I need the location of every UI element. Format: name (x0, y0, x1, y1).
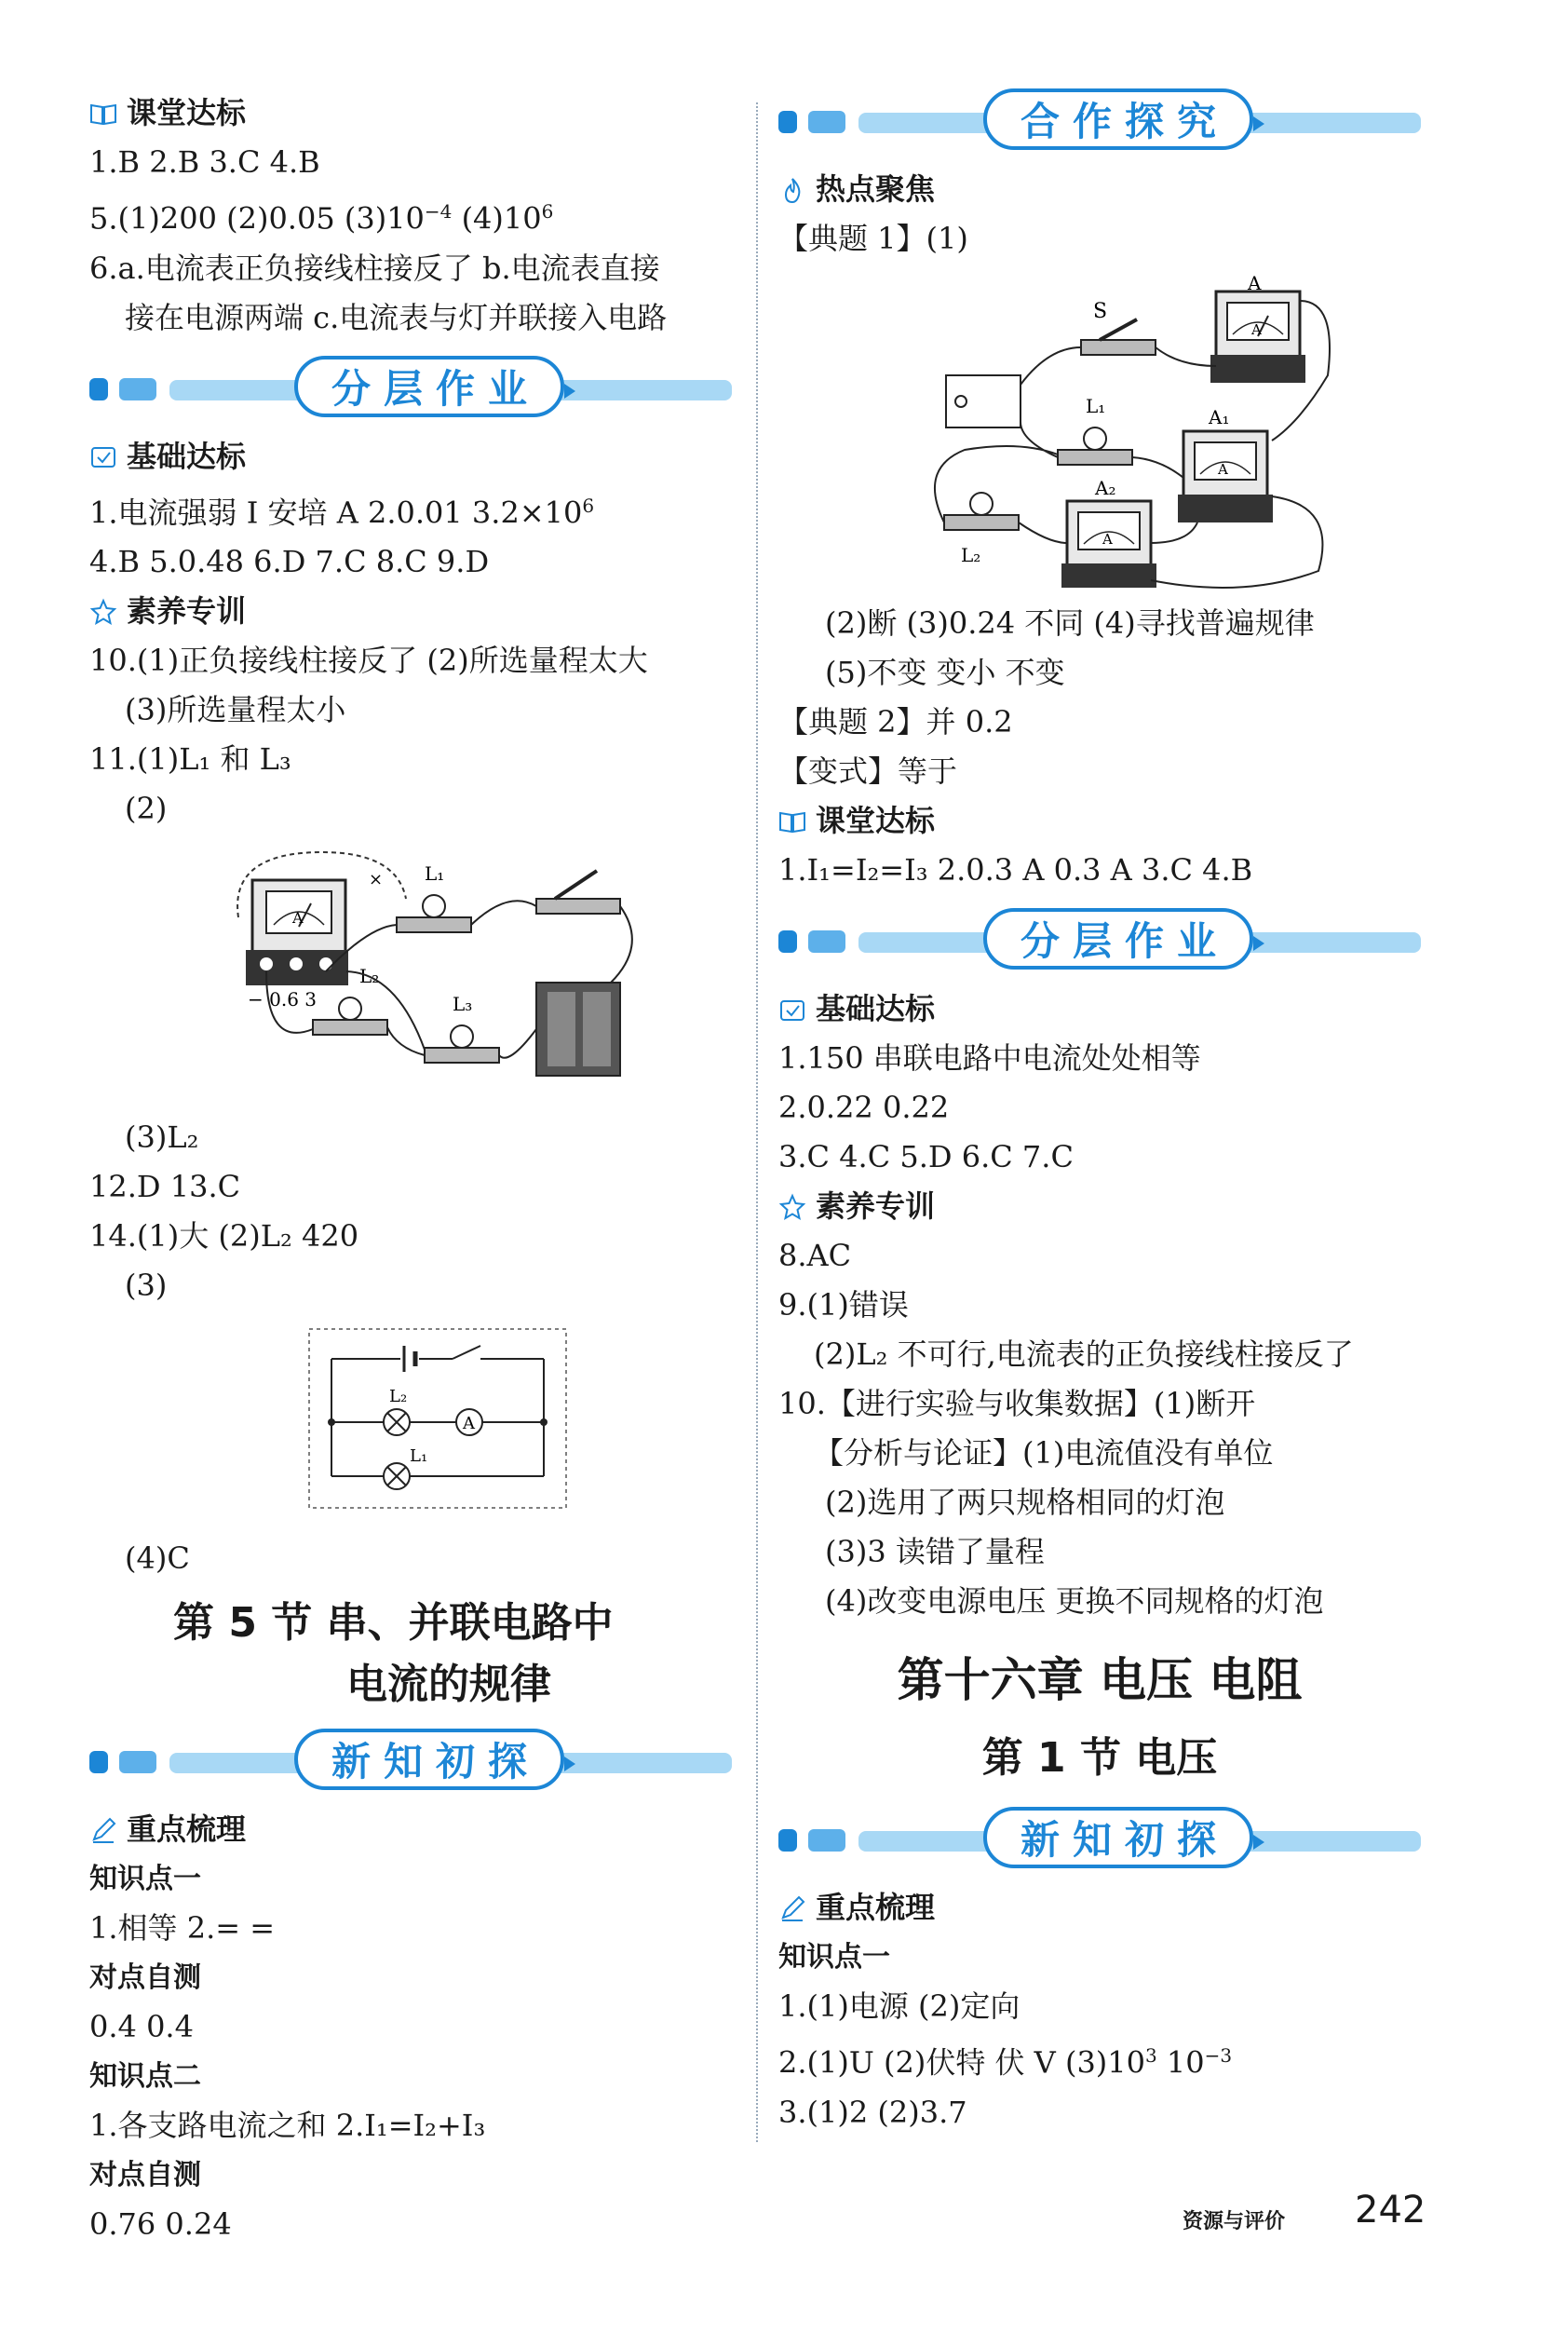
answer-line: (4)改变电源电压 更换不同规格的灯泡 (825, 1583, 1324, 1619)
answer-line: 12.D 13.C (89, 1169, 241, 1205)
answer-line: 4.B 5.0.48 6.D 7.C 8.C 9.D (89, 544, 490, 580)
knowledge-point-label: 知识点二 (89, 2060, 201, 2094)
svg-text:A: A (463, 1414, 475, 1434)
heading-ketang: 课堂达标 (778, 796, 1421, 846)
svg-text:L₃: L₃ (453, 993, 473, 1016)
pencil-icon (778, 1894, 806, 1922)
section-banner: 新知初探 (89, 1729, 732, 1794)
heading-suyang: 素养专训 (89, 587, 732, 636)
column-divider (756, 102, 758, 2142)
answer-line: 10.【进行实验与收集数据】(1)断开 (778, 1386, 1256, 1421)
svg-text:A: A (1218, 461, 1228, 478)
section-title: 第 5 节 串、并联电路中 (173, 1599, 614, 1648)
knowledge-point-label: 知识点一 (89, 1863, 201, 1896)
answer-line: 0.4 0.4 (89, 2009, 194, 2045)
footer-label: 资源与评价 (1183, 2210, 1286, 2233)
circuit-figure-parallel (778, 264, 1421, 599)
section-banner: 分层作业 (778, 908, 1421, 973)
answer-line: 6.a.电流表正负接线柱接反了 b.电流表直接 (89, 250, 660, 286)
pencil-icon (89, 1816, 117, 1844)
answer-line: 1.(1)电源 (2)定向 (778, 1988, 1021, 2024)
answer-line: 1.150 串联电路中电流处处相等 (778, 1040, 1201, 1076)
answer-line: 1.电流强弱 I 安培 A 2.0.01 $3.2\times 10^6$ (89, 494, 595, 531)
check-icon (89, 442, 117, 470)
schematic-drawing (89, 1310, 732, 1534)
svg-text:A: A (292, 909, 304, 928)
answer-line: 3.(1)2 (2)3.7 (778, 2094, 967, 2130)
answer-line: (3)L₂ (125, 1119, 199, 1156)
star-icon (89, 598, 117, 626)
answer-line: 1.相等 2.= = (89, 1910, 276, 1947)
svg-text:L₂: L₂ (961, 544, 981, 566)
answer-line: 1.各支路电流之和 2.I₁=I₂+I₃ (89, 2108, 486, 2144)
book-icon (89, 100, 117, 128)
svg-text:A: A (1251, 321, 1262, 338)
answer-line: 2.0.22 0.22 (778, 1090, 950, 1125)
knowledge-point-label: 知识点一 (778, 1941, 890, 1974)
heading-ketang: 课堂达标 (89, 88, 732, 138)
flame-icon (778, 176, 806, 204)
svg-text:S: S (1093, 300, 1108, 323)
svg-text:− 0.6 3: − 0.6 3 (248, 988, 318, 1011)
answer-line: 9.(1)错误 (778, 1287, 909, 1323)
answer-line: 11.(1)L₁ 和 L₃ (89, 741, 291, 778)
circuit-figure-physical (89, 834, 732, 1113)
svg-text:A: A (1248, 272, 1262, 294)
answer-line: 8.AC (778, 1238, 852, 1273)
svg-text:L₁: L₁ (410, 1446, 428, 1467)
heading-suyang: 素养专训 (778, 1182, 1421, 1231)
heading-redian: 热点聚焦 (778, 165, 1421, 214)
star-icon (778, 1193, 806, 1221)
section-title: 第 1 节 电压 (981, 1734, 1218, 1782)
answer-line: 1.B 2.B 3.C 4.B (89, 144, 320, 180)
section-banner: 分层作业 (89, 356, 732, 421)
svg-text:A₂: A₂ (1095, 477, 1116, 499)
answer-line: 【典题 2】并 0.2 (778, 704, 1013, 739)
heading-zhongdian: 重点梳理 (778, 1883, 1421, 1933)
answer-line: 0.76 0.24 (89, 2206, 232, 2243)
answer-line: (3)3 读错了量程 (825, 1534, 1045, 1569)
circuit-drawing (778, 264, 1421, 599)
answer-line: (3) (125, 1268, 168, 1304)
section-banner: 新知初探 (778, 1807, 1421, 1872)
answer-line: (2)断 (3)0.24 不同 (4)寻找普遍规律 (825, 605, 1315, 641)
heading-zhongdian: 重点梳理 (89, 1805, 732, 1854)
answer-line: 5.(1)200 (2)0.05 $(3)10^{-4}$ $(4)10^6$ (89, 200, 554, 237)
answer-line: 14.(1)大 (2)L₂ 420 (89, 1218, 359, 1255)
answer-line: 10.(1)正负接线柱接反了 (2)所选量程太大 (89, 643, 648, 679)
heading-jichu: 基础达标 (89, 432, 732, 482)
answer-line: 接在电源两端 c.电流表与灯并联接入电路 (125, 299, 668, 335)
section-banner: 合作探究 (778, 88, 1421, 154)
svg-text:L₂: L₂ (359, 965, 380, 988)
page-number: 242 (1355, 2189, 1426, 2232)
circuit-drawing (89, 834, 732, 1113)
svg-text:L₁: L₁ (425, 862, 445, 886)
svg-text:A₁: A₁ (1209, 406, 1230, 428)
right-column (778, 88, 1421, 2137)
answer-line: (2)L₂ 不可行,电流表的正负接线柱接反了 (814, 1336, 1354, 1372)
svg-text:L₁: L₁ (1086, 395, 1106, 417)
svg-text:×: × (369, 870, 384, 890)
section-title: 电流的规律 (346, 1661, 551, 1709)
self-test-label: 对点自测 (89, 2159, 201, 2192)
svg-text:A: A (1102, 531, 1113, 548)
answer-line: (2)选用了两只规格相同的灯泡 (825, 1485, 1225, 1520)
heading-jichu: 基础达标 (778, 984, 1421, 1034)
answer-line: 【分析与论证】(1)电流值没有单位 (814, 1435, 1274, 1471)
answer-line: 3.C 4.C 5.D 6.C 7.C (778, 1139, 1074, 1174)
answer-line: (4)C (125, 1540, 190, 1577)
chapter-title: 第十六章 电压 电阻 (897, 1653, 1303, 1707)
answer-line: 1.I₁=I₂=I₃ 2.0.3 A 0.3 A 3.C 4.B (778, 852, 1253, 888)
circuit-diagram-schematic (89, 1310, 732, 1534)
book-icon (778, 807, 806, 835)
answer-line: (5)不变 变小 不变 (825, 655, 1065, 690)
answer-line: (3)所选量程太小 (125, 692, 346, 728)
answer-line: 【典题 1】(1) (778, 221, 968, 256)
svg-text:L₂: L₂ (389, 1387, 408, 1407)
answer-line: (2) (125, 791, 168, 827)
answer-line: 2.(1)U (2)伏特 伏 V $(3)10^3$ $10^{-3}$ (778, 2044, 1233, 2081)
self-test-label: 对点自测 (89, 1961, 201, 1995)
left-column (89, 88, 732, 2249)
answer-line: 【变式】等于 (778, 753, 958, 789)
check-icon (778, 996, 806, 1024)
